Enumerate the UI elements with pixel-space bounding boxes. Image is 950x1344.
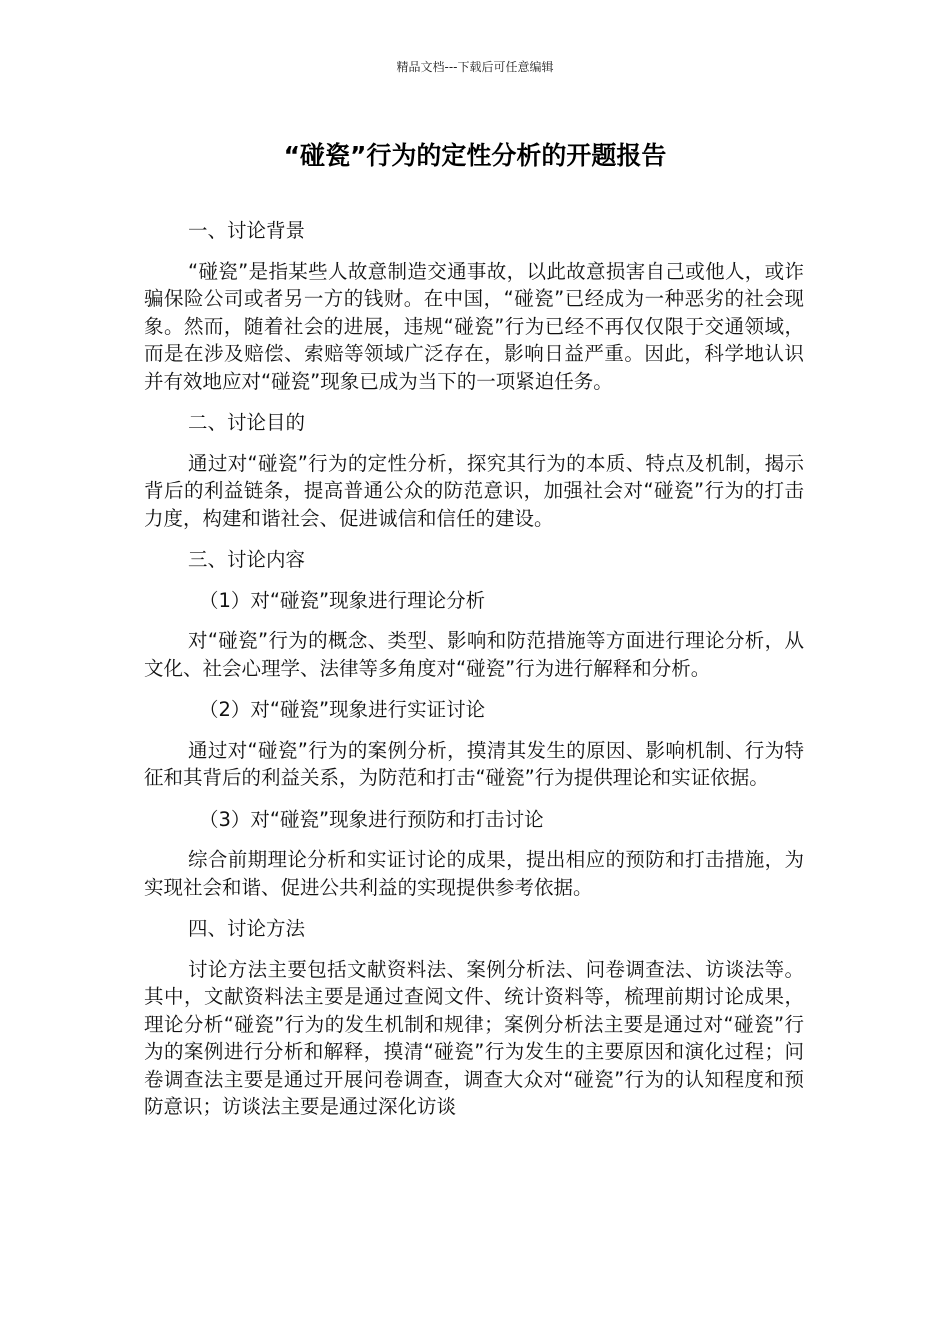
paragraph-prevention: 综合前期理论分析和实证讨论的成果，提出相应的预防和打击措施，为实现社会和谐、促进公共利益的实现提供参考依据。 [144, 848, 804, 899]
subheading-prevention: （3）对“碰瓷”现象进行预防和打击讨论 [199, 807, 544, 831]
section-heading-methods: 四、讨论方法 [188, 917, 306, 940]
paragraph-methods: 讨论方法主要包括文献资料法、案例分析法、问卷调查法、访谈法等。其中，文献资料法主要是通过查阅文件、统计资料等，梳理前期讨论成果，理论分析“碰瓷”行为的发生机制和规律；案例分析法主要是通过对“碰瓷”行为的案例进行分析和解释，摸清“碰瓷”行为发生的主要原因和演化过程；问卷调查法主要是通过开展问卷调查，调查大众对“碰瓷”行为的认知程度和预防意识；访谈法主要是通过深化访谈 [144, 957, 804, 1118]
paragraph-theory-analysis: 对“碰瓷”行为的概念、类型、影响和防范措施等方面进行理论分析，从文化、社会心理学、法律等多角度对“碰瓷”行为进行解释和分析。 [144, 629, 804, 680]
section-heading-purpose: 二、讨论目的 [188, 411, 306, 434]
subheading-theory-analysis: （1）对“碰瓷”现象进行理论分析 [199, 588, 486, 612]
document-body [144, 217, 804, 1135]
paragraph-background: “碰瓷”是指某些人故意制造交通事故，以此故意损害自己或他人，或诈骗保险公司或者另一方的钱财。在中国，“碰瓷”已经成为一种恶劣的社会现象。然而，随着社会的进展，违规“碰瓷”行为已经不再仅仅限于交通领域，而是在涉及赔偿、索赔等领域广泛存在，影响日益严重。因此，科学地认识并有效地应对“碰瓷”现象已成为当下的一项紧迫任务。 [144, 259, 804, 393]
header-note: 精品文档---下载后可任意编辑 [396, 60, 554, 74]
section-heading-background: 一、讨论背景 [188, 219, 306, 242]
paragraph-purpose: 通过对“碰瓷”行为的定性分析，探究其行为的本质、特点及机制，揭示背后的利益链条，提高普通公众的防范意识，加强社会对“碰瓷”行为的打击力度，构建和谐社会、促进诚信和信任的建设。 [144, 451, 804, 530]
section-heading-content: 三、讨论内容 [188, 548, 306, 571]
document-title: “碰瓷”行为的定性分析的开题报告 [283, 141, 667, 170]
paragraph-empirical-study: 通过对“碰瓷”行为的案例分析，摸清其发生的原因、影响机制、行为特征和其背后的利益关系，为防范和打击“碰瓷”行为提供理论和实证依据。 [144, 738, 804, 789]
subheading-empirical-study: （2）对“碰瓷”现象进行实证讨论 [199, 698, 486, 721]
